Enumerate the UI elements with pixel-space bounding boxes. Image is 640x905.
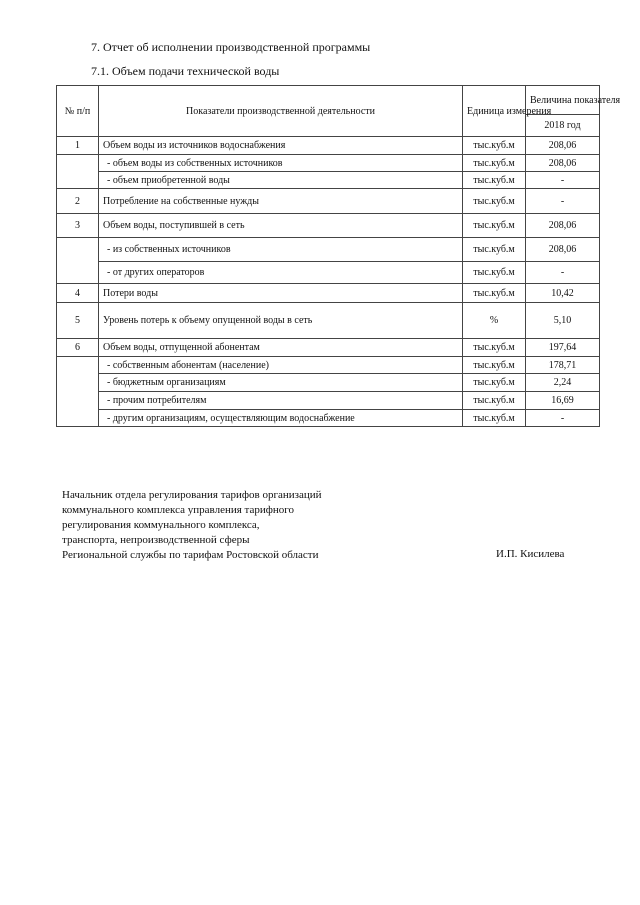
row-unit: тыс.куб.м <box>463 339 526 357</box>
row-name: - бюджетным организациям <box>99 374 463 392</box>
signer-name: И.П. Кисилева <box>496 548 565 560</box>
row-unit: тыс.куб.м <box>463 374 526 392</box>
row-num <box>57 357 99 427</box>
row-name: Объем воды, отпущенной абонентам <box>99 339 463 357</box>
row-name: Объем воды, поступившей в сеть <box>99 214 463 238</box>
row-num <box>57 238 99 284</box>
signature-line: транспорта, непроизводственной сферы <box>62 534 250 546</box>
row-value: 10,42 <box>526 284 600 303</box>
row-num: 4 <box>57 284 99 303</box>
row-unit: тыс.куб.м <box>463 214 526 238</box>
table-row <box>57 357 600 374</box>
section-title: 7. Отчет об исполнении производственной программы <box>91 40 371 54</box>
row-name: Потребление на собственные нужды <box>99 189 463 214</box>
row-value: - <box>526 262 600 284</box>
row-name: - объем приобретенной воды <box>99 172 463 189</box>
row-name: - из собственных источников <box>99 238 463 262</box>
row-name: Объем воды из источников водоснабжения <box>99 137 463 155</box>
header-year: 2018 год <box>526 115 600 137</box>
table-row <box>57 262 600 284</box>
row-unit: % <box>463 303 526 339</box>
signature-line: коммунального комплекса управления тарифного <box>62 504 294 516</box>
row-name: Уровень потерь к объему опущенной воды в сеть <box>99 303 463 339</box>
table-row <box>57 155 600 172</box>
row-name: - собственным абонентам (население) <box>99 357 463 374</box>
row-value: 208,06 <box>526 238 600 262</box>
row-value: - <box>526 410 600 427</box>
row-value: 208,06 <box>526 155 600 172</box>
row-value: 178,71 <box>526 357 600 374</box>
row-value: 5,10 <box>526 303 600 339</box>
table-row <box>57 410 600 427</box>
row-unit: тыс.куб.м <box>463 410 526 427</box>
row-value: 208,06 <box>526 214 600 238</box>
row-value: 208,06 <box>526 137 600 155</box>
row-name: - от других операторов <box>99 262 463 284</box>
row-num: 1 <box>57 137 99 155</box>
row-unit: тыс.куб.м <box>463 284 526 303</box>
table-row <box>57 374 600 392</box>
row-name: - прочим потребителям <box>99 392 463 410</box>
header-indicator: Показатели производственной деятельности <box>99 86 463 137</box>
signature-line: регулирования коммунального комплекса, <box>62 519 260 531</box>
table-row <box>57 238 600 262</box>
table-row <box>57 303 600 339</box>
table-row <box>57 214 600 238</box>
table-row <box>57 189 600 214</box>
water-supply-table <box>56 85 621 427</box>
row-unit: тыс.куб.м <box>463 137 526 155</box>
row-name: - объем воды из собственных источников <box>99 155 463 172</box>
row-num <box>57 155 99 189</box>
header-value: Величина показателя <box>526 86 600 115</box>
row-value: - <box>526 189 600 214</box>
row-value: 197,64 <box>526 339 600 357</box>
row-value: 16,69 <box>526 392 600 410</box>
table-row <box>57 339 600 357</box>
table-row <box>57 392 600 410</box>
row-unit: тыс.куб.м <box>463 357 526 374</box>
signature-block <box>62 488 322 563</box>
table-row <box>57 172 600 189</box>
row-name: - другим организациям, осуществляющим водоснабжение <box>99 410 463 427</box>
row-num: 3 <box>57 214 99 238</box>
row-unit: тыс.куб.м <box>463 189 526 214</box>
header-num: № п/п <box>57 86 99 137</box>
header-unit: Единица измерения <box>463 86 526 137</box>
row-num: 2 <box>57 189 99 214</box>
row-unit: тыс.куб.м <box>463 392 526 410</box>
row-value: 2,24 <box>526 374 600 392</box>
row-num: 5 <box>57 303 99 339</box>
table-row <box>57 284 600 303</box>
row-value: - <box>526 172 600 189</box>
row-name: Потери воды <box>99 284 463 303</box>
row-unit: тыс.куб.м <box>463 238 526 262</box>
row-num: 6 <box>57 339 99 357</box>
row-unit: тыс.куб.м <box>463 262 526 284</box>
row-unit: тыс.куб.м <box>463 155 526 172</box>
signature-line: Региональной службы по тарифам Ростовской области <box>62 549 319 561</box>
subsection-title: 7.1. Объем подачи технической воды <box>91 64 280 78</box>
signature-line: Начальник отдела регулирования тарифов организаций <box>62 489 322 501</box>
row-unit: тыс.куб.м <box>463 172 526 189</box>
table-row <box>57 137 600 155</box>
